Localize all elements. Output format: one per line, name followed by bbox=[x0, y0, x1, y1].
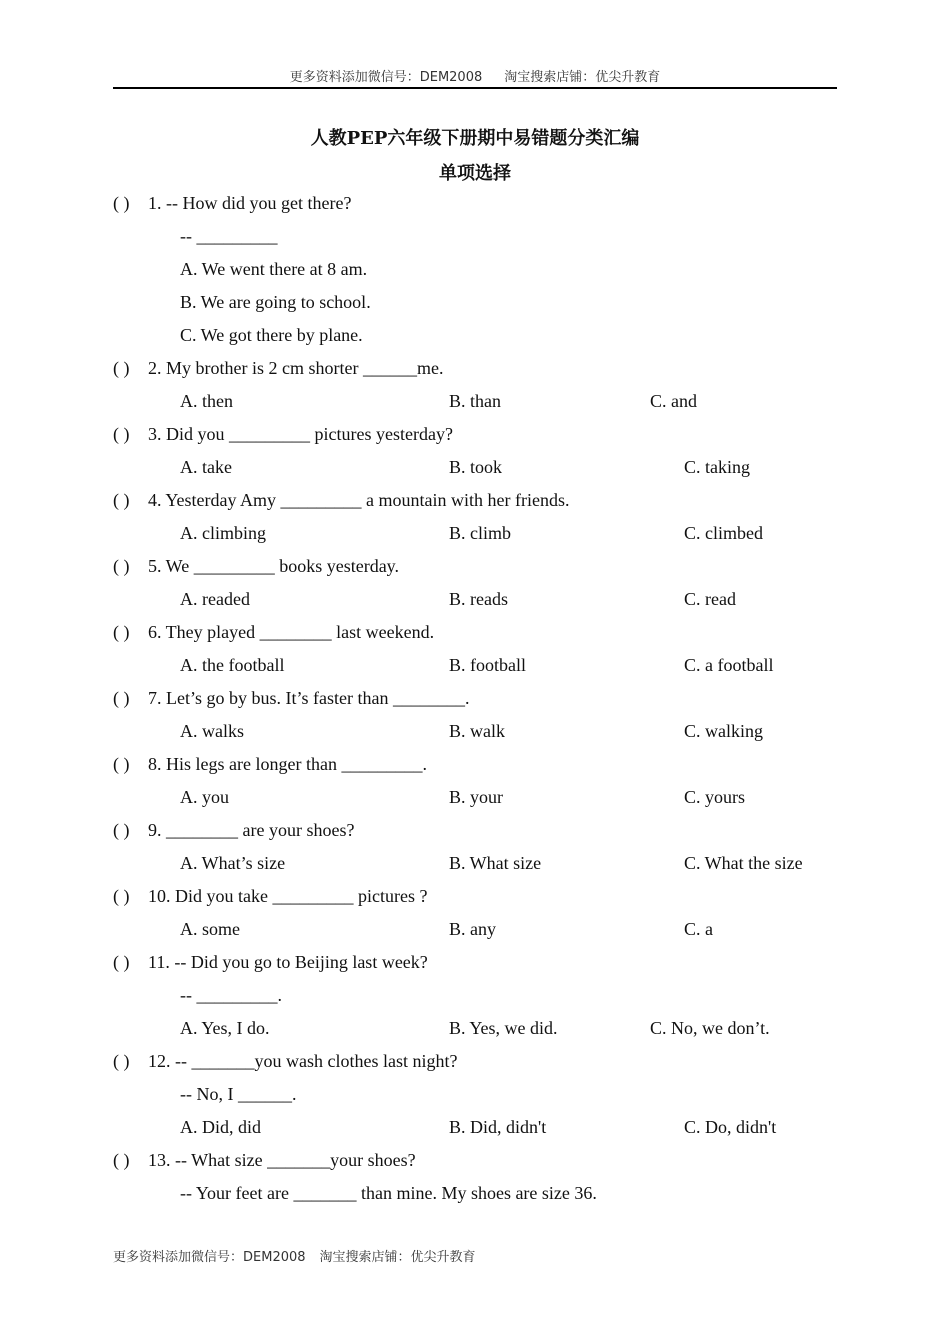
question-text: 9. ________ are your shoes? bbox=[148, 820, 355, 840]
answer-blank: ( ) bbox=[113, 754, 130, 774]
question-text: 4. Yesterday Amy _________ a mountain with her friends. bbox=[148, 490, 570, 510]
question-4-option-b: B. climb bbox=[449, 523, 511, 543]
question-text: 2. My brother is 2 cm shorter ______me. bbox=[148, 358, 444, 378]
question-1-option-c: C. We got there by plane. bbox=[180, 325, 363, 345]
question-3-option-c: C. taking bbox=[684, 457, 750, 477]
question-text: 5. We _________ books yesterday. bbox=[148, 556, 400, 576]
question-5-option-a: A. readed bbox=[180, 589, 250, 609]
question-text: 12. -- _______you wash clothes last night? bbox=[148, 1051, 458, 1071]
question-2-option-a: A. then bbox=[180, 391, 233, 411]
question-10-option-c: C. a bbox=[684, 919, 713, 939]
answer-blank: ( ) bbox=[113, 193, 130, 213]
question-7-option-c: C. walking bbox=[684, 721, 763, 741]
question-11-option-c: C. No, we don’t. bbox=[650, 1018, 770, 1038]
question-11-option-a: A. Yes, I do. bbox=[180, 1018, 270, 1038]
answer-blank: ( ) bbox=[113, 886, 130, 906]
question-12-option-b: B. Did, didn't bbox=[449, 1117, 547, 1137]
question-12-reply: -- No, I ______. bbox=[180, 1084, 297, 1104]
question-1-option-a: A. We went there at 8 am. bbox=[180, 259, 368, 279]
question-12-option-a: A. Did, did bbox=[180, 1117, 261, 1137]
question-12-option-c: C. Do, didn't bbox=[684, 1117, 777, 1137]
answer-blank: ( ) bbox=[113, 1150, 130, 1170]
question-1-option-b: B. We are going to school. bbox=[180, 292, 371, 312]
answer-blank: ( ) bbox=[113, 1051, 130, 1071]
answer-blank: ( ) bbox=[113, 556, 130, 576]
header-shop: 淘宝搜索店铺：优尖升教育 bbox=[504, 70, 661, 85]
question-text: 11. -- Did you go to Beijing last week? bbox=[148, 952, 428, 972]
question-10-option-a: A. some bbox=[180, 919, 240, 939]
answer-blank: ( ) bbox=[113, 490, 130, 510]
question-7-option-b: B. walk bbox=[449, 721, 505, 741]
question-text: 13. -- What size _______your shoes? bbox=[148, 1150, 416, 1170]
question-4-option-c: C. climbed bbox=[684, 523, 763, 543]
question-6-option-c: C. a football bbox=[684, 655, 774, 675]
question-text: 8. His legs are longer than _________. bbox=[148, 754, 427, 774]
question-5-option-b: B. reads bbox=[449, 589, 508, 609]
footer-wechat: 更多资料添加微信号：DEM2008 bbox=[113, 1250, 306, 1265]
question-9-option-b: B. What size bbox=[449, 853, 542, 873]
question-4-option-a: A. climbing bbox=[180, 523, 266, 543]
question-text: 1. -- How did you get there? bbox=[148, 193, 352, 213]
header-divider bbox=[113, 87, 837, 89]
question-9-option-a: A. What’s size bbox=[180, 853, 286, 873]
question-13-reply: -- Your feet are _______ than mine. My shoes are size 36. bbox=[180, 1183, 597, 1203]
answer-blank: ( ) bbox=[113, 952, 130, 972]
question-6-option-b: B. football bbox=[449, 655, 526, 675]
page-footer bbox=[113, 1246, 476, 1265]
question-8-option-a: A. you bbox=[180, 787, 229, 807]
question-2-option-c: C. and bbox=[650, 391, 697, 411]
question-5-option-c: C. read bbox=[684, 589, 736, 609]
question-8-option-c: C. yours bbox=[684, 787, 746, 807]
question-10-option-b: B. any bbox=[449, 919, 496, 939]
document-title: 人教PEP六年级下册期中易错题分类汇编 bbox=[310, 128, 640, 149]
header-wechat: 更多资料添加微信号：DEM2008 bbox=[289, 70, 483, 85]
answer-blank: ( ) bbox=[113, 622, 130, 642]
question-3-option-a: A. take bbox=[180, 457, 232, 477]
answer-blank: ( ) bbox=[113, 688, 130, 708]
question-7-option-a: A. walks bbox=[180, 721, 244, 741]
section-title: 单项选择 bbox=[439, 163, 511, 184]
question-text: 7. Let’s go by bus. It’s faster than ________. bbox=[148, 688, 470, 708]
question-6-option-a: A. the football bbox=[180, 655, 285, 675]
question-11-reply: -- _________. bbox=[180, 985, 282, 1005]
answer-blank: ( ) bbox=[113, 358, 130, 378]
question-8-option-b: B. your bbox=[449, 787, 503, 807]
page-header bbox=[113, 66, 837, 85]
question-11-option-b: B. Yes, we did. bbox=[449, 1018, 558, 1038]
question-text: 10. Did you take _________ pictures ? bbox=[148, 886, 428, 906]
question-2-option-b: B. than bbox=[449, 391, 501, 411]
question-text: 6. They played ________ last weekend. bbox=[148, 622, 435, 642]
answer-blank: ( ) bbox=[113, 820, 130, 840]
footer-shop: 淘宝搜索店铺：优尖升教育 bbox=[319, 1250, 476, 1265]
answer-blank: ( ) bbox=[113, 424, 130, 444]
question-3-option-b: B. took bbox=[449, 457, 503, 477]
question-1-reply: -- _________ bbox=[180, 226, 278, 246]
question-text: 3. Did you _________ pictures yesterday? bbox=[148, 424, 453, 444]
question-9-option-c: C. What the size bbox=[684, 853, 803, 873]
